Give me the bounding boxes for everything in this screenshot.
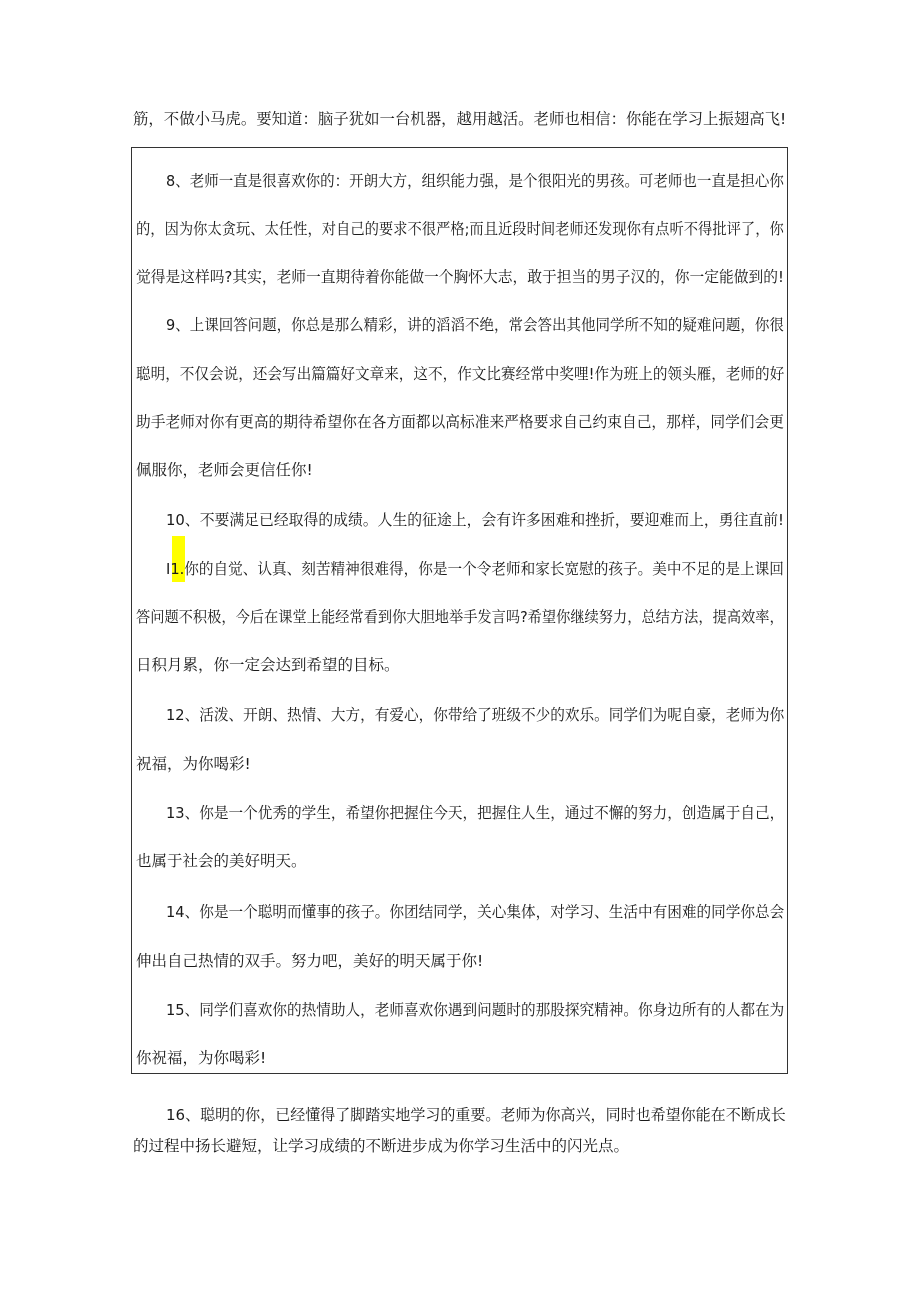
- text-line: 的过程中扬长避短，让学习成绩的不断进步成为你学习生活中的闪光点。: [133, 1137, 630, 1155]
- text-line: 也属于社会的美好明天。: [136, 852, 307, 870]
- text-line: 助手老师对你有更高的期待希望你在各方面都以高标准来严格要求自己约束自己，那样，同学们会更: [136, 413, 784, 431]
- text-line: 佩服你，老师会更信任你!: [136, 461, 313, 479]
- text-line: 祝福，为你喝彩!: [136, 755, 251, 773]
- text-line: 筋，不做小马虎。要知道：脑子犹如一台机器，越用越活。老师也相信：你能在学习上振翅高飞!: [133, 110, 787, 128]
- text-line: 8、老师一直是很喜欢你的：开朗大方，组织能力强，是个很阳光的男孩。可老师也一直是担心你: [166, 172, 784, 190]
- text-line: 14、你是一个聪明而懂事的孩子。你团结同学，关心集体，对学习、生活中有困难的同学你总会: [166, 903, 785, 921]
- text-line: 10、不要满足已经取得的成绩。人生的征途上，会有许多困难和挫折，要迎难而上，勇往直前!: [166, 511, 784, 529]
- text-line: 觉得是这样吗?其实，老师一直期待着你能做一个胸怀大志，敢于担当的男子汉的，你一定能做到的!: [136, 268, 784, 286]
- text-line: 12、活泼、开朗、热情、大方，有爱心，你带给了班级不少的欢乐。同学们为呢自豪，老师为你: [166, 706, 785, 724]
- text-line: 15、同学们喜欢你的热情助人，老师喜欢你遇到问题时的那股探究精神。你身边所有的人都在为: [166, 1001, 785, 1019]
- text-line: 你祝福，为你喝彩!: [136, 1049, 267, 1067]
- text-line: 答问题不积极，今后在课堂上能经常看到你大胆地举手发言吗?希望你继续努力，总结方法，提高效率，: [136, 608, 784, 626]
- text-line: 13、你是一个优秀的学生，希望你把握住今天，把握住人生，通过不懈的努力，创造属于自己，: [166, 804, 785, 822]
- text-line: 16、聪明的你，已经懂得了脚踏实地学习的重要。老师为你高兴，同时也希望你能在不断成长: [166, 1106, 786, 1124]
- text-line: 日积月累，你一定会达到希望的目标。: [136, 656, 400, 674]
- text-line: I1.你的自觉、认真、刻苦精神很难得，你是一个令老师和家长宽慰的孩子。美中不足的是上课回: [166, 560, 784, 578]
- text-line: 伸出自己热情的双手。努力吧，美好的明天属于你!: [136, 952, 484, 970]
- text-line: 的，因为你太贪玩、太任性，对自己的要求不很严格;而且近段时间老师还发现你有点听不得批评了，你: [136, 220, 784, 238]
- text-line: 聪明，不仅会说，还会写出篇篇好文章来，这不，作文比赛经常中奖哩!作为班上的领头雁，老师的好: [136, 365, 785, 383]
- text-line: 9、上课回答问题，你总是那么精彩，讲的滔滔不绝，常会答出其他同学所不知的疑难问题，你很: [166, 316, 784, 334]
